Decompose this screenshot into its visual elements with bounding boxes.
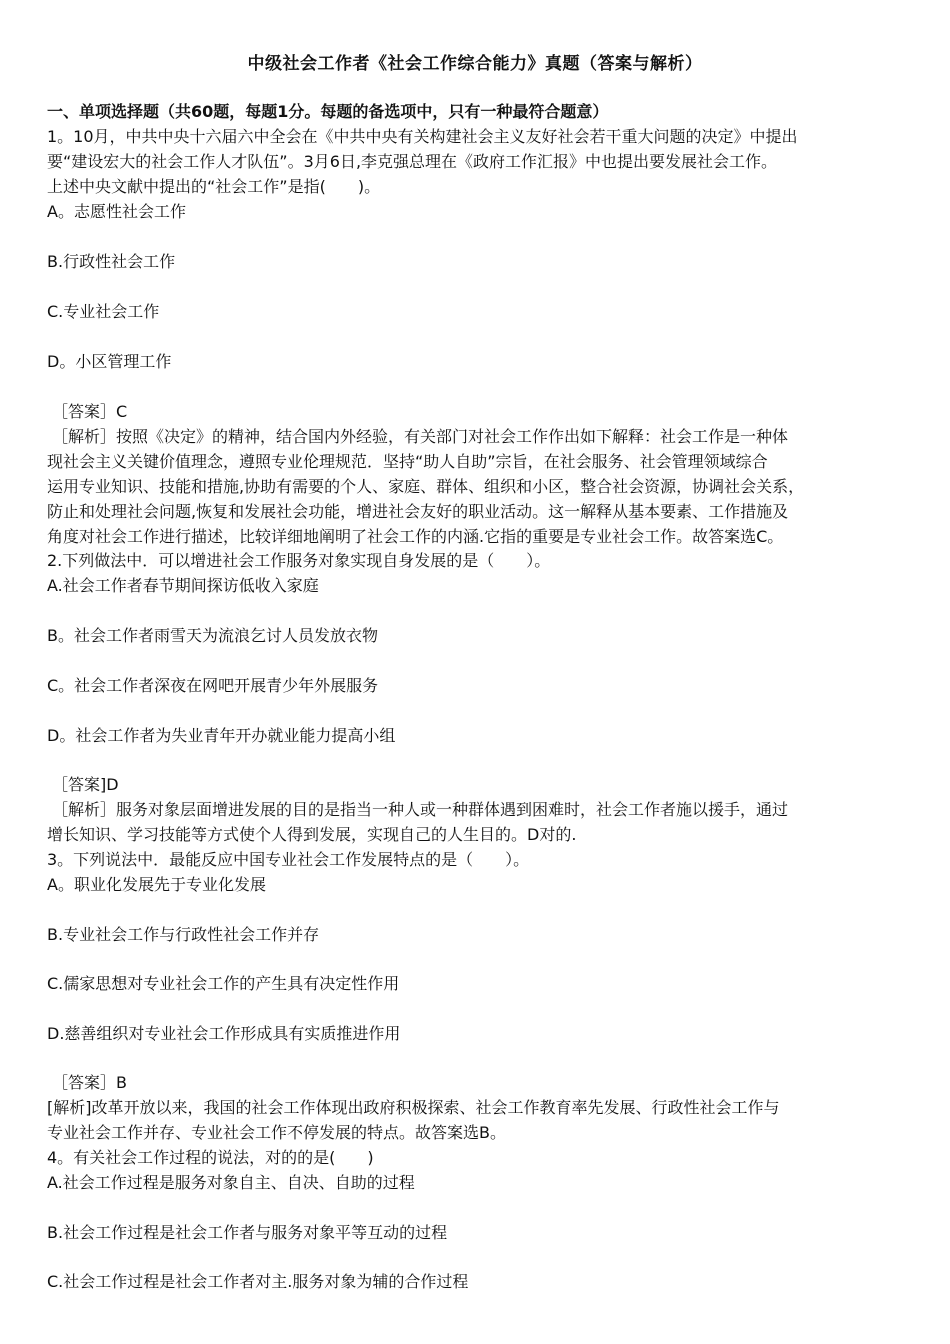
question-1-option-d: D。小区管理工作 — [47, 352, 172, 371]
question-1-analysis-line-2: 现社会主义关键价值理念，遵照专业伦理规范．坚持“助人自助”宗旨，在社会服务、社会管理领域综合 — [47, 452, 768, 471]
question-2-option-b: B。社会工作者雨雪天为流浪乞讨人员发放衣物 — [47, 626, 378, 645]
question-1-option-a: A。志愿性社会工作 — [47, 202, 186, 221]
question-1-stem-line-1: 1。10月，中共中央十六届六中全会在《中共中央有关构建社会主义友好社会若干重大问题的决定》中提出 — [47, 127, 798, 146]
question-3-analysis-line-2: 专业社会工作并存、专业社会工作不停发展的特点。故答案选B。 — [47, 1123, 506, 1142]
question-2-option-c: C。社会工作者深夜在网吧开展青少年外展服务 — [47, 676, 379, 695]
question-1-stem-line-2: 要“建设宏大的社会工作人才队伍”。3月6日,李克强总理在《政府工作汇报》中也提出要发展社会工作。 — [47, 152, 778, 171]
question-3-answer: ［答案］B — [52, 1073, 127, 1092]
question-4-option-c: C.社会工作过程是社会工作者对主.服务对象为辅的合作过程 — [47, 1272, 469, 1291]
question-3-option-d: D.慈善组织对专业社会工作形成具有实质推进作用 — [47, 1024, 401, 1043]
question-1-analysis-line-4: 防止和处理社会问题,恢复和发展社会功能，增进社会友好的职业活动。这一解释从基本要素、工作措施及 — [47, 502, 789, 521]
question-3-option-b: B.专业社会工作与行政性社会工作并存 — [47, 925, 320, 944]
question-1-stem-line-3: 上述中央文献中提出的“社会工作”是指( )。 — [47, 177, 381, 196]
question-1-analysis-line-5: 角度对社会工作进行描述，比较详细地阐明了社会工作的内涵.它指的重要是专业社会工作。故答案选C。 — [47, 527, 784, 546]
question-2-analysis-line-2: 增长知识、学习技能等方式使个人得到发展，实现自己的人生目的。D对的. — [47, 825, 577, 844]
question-4-stem-line-1: 4。有关社会工作过程的说法，对的的是( ) — [47, 1148, 374, 1167]
document-title: 中级社会工作者《社会工作综合能力》真题（答案与解析） — [247, 54, 703, 74]
question-4-option-a: A.社会工作过程是服务对象自主、自决、自助的过程 — [47, 1173, 415, 1192]
question-3-option-a: A。职业化发展先于专业化发展 — [47, 875, 266, 894]
question-2-stem-line-1: 2.下列做法中．可以增进社会工作服务对象实现自身发展的是（ ）。 — [47, 551, 551, 570]
question-1-option-b: B.行政性社会工作 — [47, 252, 176, 271]
question-1-analysis-line-3: 运用专业知识、技能和措施,协助有需要的个人、家庭、群体、组织和小区，整合社会资源，协调社会关系， — [47, 477, 805, 496]
question-1-option-c: C.专业社会工作 — [47, 302, 160, 321]
question-2-analysis-line-1: ［解析］服务对象层面增进发展的目的是指当一种人或一种群体遇到困难时，社会工作者施以援手，通过 — [52, 800, 789, 819]
question-3-analysis-line-1: [解析]改革开放以来，我国的社会工作体现出政府积极探索、社会工作教育率先发展、行政性社会工作与 — [47, 1098, 780, 1117]
question-1-answer: ［答案］C — [52, 402, 128, 421]
question-1-analysis-line-1: ［解析］按照《决定》的精神，结合国内外经验，有关部门对社会工作作出如下解释：社会工作是一种体 — [52, 427, 789, 446]
question-2-option-a: A.社会工作者春节期间探访低收入家庭 — [47, 576, 319, 595]
question-2-answer: ［答案]D — [52, 775, 119, 794]
question-3-option-c: C.儒家思想对专业社会工作的产生具有决定性作用 — [47, 974, 400, 993]
question-3-stem-line-1: 3。下列说法中．最能反应中国专业社会工作发展特点的是（ ）。 — [47, 850, 530, 869]
section-heading: 一、单项选择题（共60题，每题1分。每题的备选项中，只有一种最符合题意） — [47, 102, 609, 121]
question-2-option-d: D。社会工作者为失业青年开办就业能力提高小组 — [47, 726, 396, 745]
question-4-option-b: B.社会工作过程是社会工作者与服务对象平等互动的过程 — [47, 1223, 448, 1242]
